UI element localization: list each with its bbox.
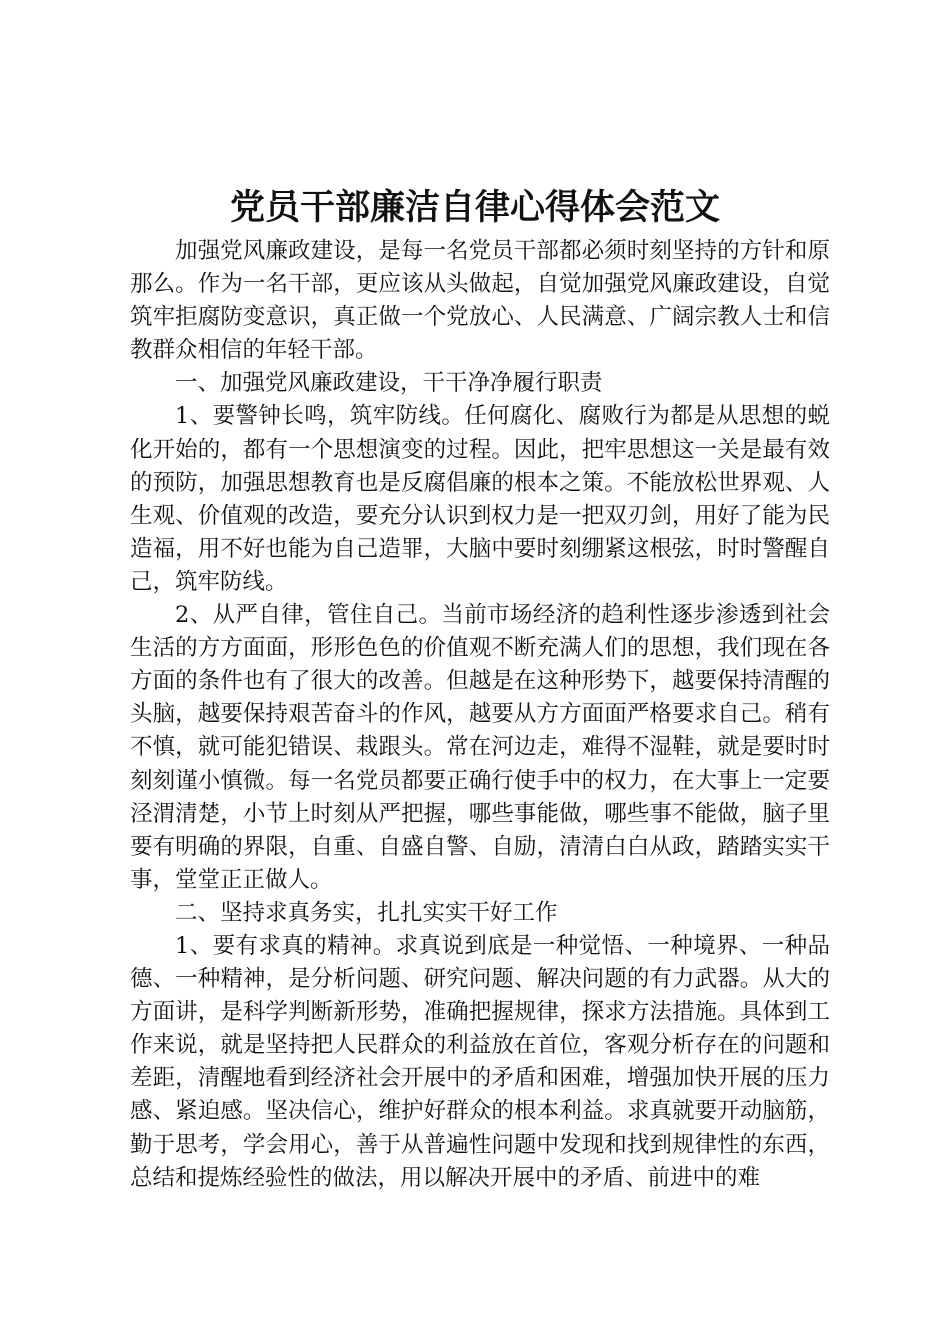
paragraph-1-1: 1、要警钟长鸣，筑牢防线。任何腐化、腐败行为都是从思想的蜕化开始的，都有一个思想演变的过程。因此，把牢思想这一关是最有效的预防，加强思想教育也是反腐倡廉的根本之策。不能放松世界观、人生观、价值观的改造，要充分认识到权力是一把双刃剑，用好了能为民造福，用不好也能为自己造罪，大脑中要时刻绷紧这根弦，时时警醒自己，筑牢防线。: [130, 403, 830, 595]
section-heading-2: 二、坚持求真务实，扎扎实实干好工作: [175, 899, 558, 926]
document-body: [130, 235, 830, 1195]
paragraph-1-2: 2、从严自律，管住自己。当前市场经济的趋利性逐步渗透到社会生活的方方面面，形形色色的价值观不断充满人们的思想，我们现在各方面的条件也有了很大的改善。但越是在这种形势下，越要保持清醒的头脑，越要保持艰苦奋斗的作风，越要从方方面面严格要求自己。稍有不慎，就可能犯错误、栽跟头。常在河边走，难得不湿鞋，就是要时时刻刻谨小慎微。每一名党员都要正确行使手中的权力，在大事上一定要泾渭清楚，小节上时刻从严把握，哪些事能做，哪些事不能做，脑子里要有明确的界限，自重、自盛自警、自励，清清白白从政，踏踏实实干事，堂堂正正做人。: [130, 602, 830, 893]
paragraph-intro: 加强党风廉政建设，是每一名党员干部都必须时刻坚持的方针和原那么。作为一名干部，更应该从头做起，自觉加强党风廉政建设，自觉筑牢拒腐防变意识，真正做一个党放心、人民满意、广阔宗教人士和信教群众相信的年轻干部。: [130, 238, 830, 364]
paragraph-2-1: 1、要有求真的精神。求真说到底是一种觉悟、一种境界、一种品德、一种精神，是分析问题、研究问题、解决问题的有力武器。从大的方面讲，是科学判断新形势，准确把握规律，探求方法措施。具体到工作来说，就是坚持把人民群众的利益放在首位，客观分析存在的问题和差距，清醒地看到经济社会开展中的矛盾和困难，增强加快开展的压力感、紧迫感。坚决信心，维护好群众的根本利益。求真就要开动脑筋，勤于思考，学会用心，善于从普遍性问题中发现和找到规律性的东西，总结和提炼经验性的做法，用以解决开展中的矛盾、前进中的难: [130, 932, 830, 1191]
section-heading-1: 一、加强党风廉政建设，干干净净履行职责: [175, 370, 603, 397]
document-title: 党员干部廉洁自律心得体会范文: [229, 188, 720, 228]
